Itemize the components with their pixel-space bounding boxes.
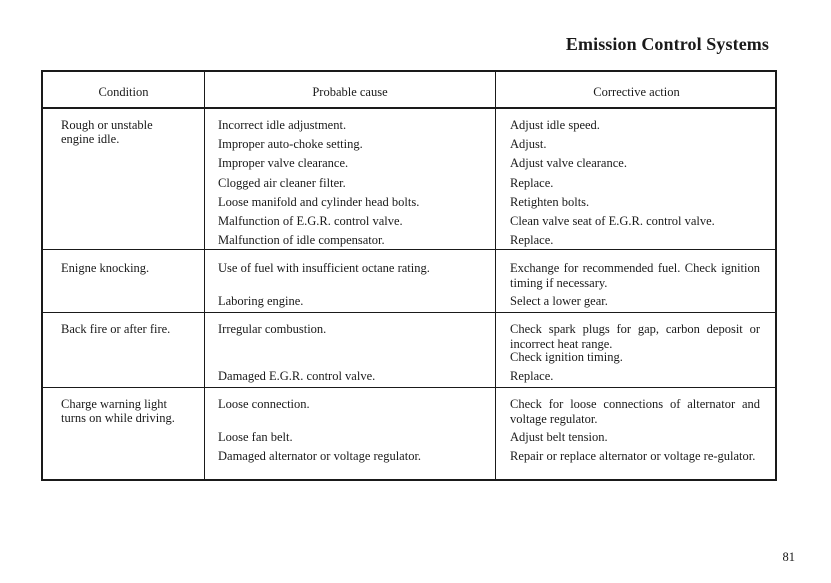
action-text: Adjust idle speed. [510,118,600,132]
condition-text: turns on while driving. [61,411,175,425]
row-divider [43,249,775,250]
troubleshooting-table [41,70,777,481]
action-text: Exchange for recommended fuel. Check ignition timing if necessary. [510,261,760,290]
condition-text: Charge warning light [61,397,167,411]
action-text: Adjust belt tension. [510,430,608,444]
column-header-probable-cause: Probable cause [312,85,388,99]
cause-text: Clogged air cleaner filter. [218,176,346,190]
cause-text: Loose fan belt. [218,430,293,444]
cause-text: Loose manifold and cylinder head bolts. [218,195,420,209]
cause-text: Loose connection. [218,397,310,411]
cause-text: Improper valve clearance. [218,156,349,170]
action-text: Replace. [510,233,554,247]
action-text: Check for loose connections of alternator and voltage regulator. [510,397,760,426]
condition-text: Rough or unstable [61,118,153,132]
action-text: Repair or replace alternator or voltage re-gulator. [510,449,756,463]
cause-text: Damaged alternator or voltage regulator. [218,449,422,463]
action-text: Retighten bolts. [510,195,590,209]
cause-text: Malfunction of E.G.R. control valve. [218,214,403,228]
column-header-condition: Condition [98,85,149,99]
action-text: Check spark plugs for gap, carbon deposit or incorrect heat range. [510,322,760,351]
action-text: Adjust valve clearance. [510,156,627,170]
cause-text: Malfunction of idle compensator. [218,233,385,247]
cause-text: Irregular combustion. [218,322,327,336]
header-divider [43,107,775,109]
action-text: Adjust. [510,137,547,151]
cause-text: Laboring engine. [218,294,304,308]
action-text: Replace. [510,369,554,383]
page-number: 81 [782,550,795,564]
row-divider [43,312,775,313]
condition-text: Back fire or after fire. [61,322,171,336]
condition-text: engine idle. [61,132,120,146]
action-text: Check ignition timing. [510,350,623,364]
row-divider [43,387,775,388]
column-divider [495,72,496,479]
column-divider [204,72,205,479]
action-text: Replace. [510,176,554,190]
condition-text: Enigne knocking. [61,261,150,275]
page-title: Emission Control Systems [565,34,769,54]
action-text: Select a lower gear. [510,294,608,308]
cause-text: Improper auto-choke setting. [218,137,363,151]
cause-text: Incorrect idle adjustment. [218,118,347,132]
column-header-corrective-action: Corrective action [593,85,680,99]
cause-text: Damaged E.G.R. control valve. [218,369,376,383]
cause-text: Use of fuel with insufficient octane rating. [218,261,430,275]
action-text: Clean valve seat of E.G.R. control valve. [510,214,715,228]
